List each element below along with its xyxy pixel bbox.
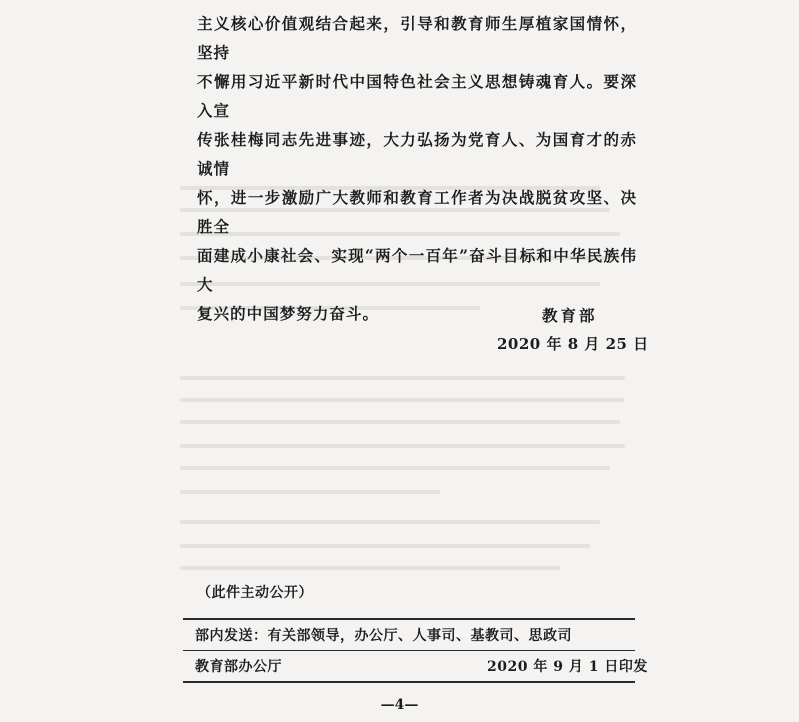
bleed-through-mark — [180, 566, 560, 570]
signing-date: 2020 年 8 月 25 日 — [497, 335, 649, 353]
body-line: 面建成小康社会、实现“两个一百年”奋斗目标和中华民族伟大 — [197, 246, 637, 294]
bleed-through-mark — [180, 398, 625, 402]
public-release-note: （此件主动公开） — [197, 585, 313, 601]
body-paragraph — [197, 9, 637, 328]
signing-organization: 教育部 — [542, 306, 598, 325]
bleed-through-mark — [180, 520, 600, 524]
footer-top-rule — [183, 618, 635, 620]
page-number: —4— — [380, 697, 419, 713]
bleed-through-mark — [180, 376, 625, 380]
body-line: 怀，进一步激励广大教师和教育工作者为决战脱贫攻坚、决胜全 — [197, 188, 637, 236]
footer-middle-rule — [183, 650, 635, 651]
body-line: 复兴的中国梦努力奋斗。 — [197, 304, 380, 323]
distribution-list: 部内发送：有关部领导，办公厅、人事司、基教司、思政司 — [195, 628, 572, 644]
body-line: 传张桂梅同志先进事迹，大力弘扬为党育人、为国育才的赤诚情 — [197, 130, 637, 178]
bleed-through-mark — [180, 420, 620, 424]
bleed-through-mark — [180, 444, 625, 448]
issuing-office: 教育部办公厅 — [195, 659, 282, 675]
print-date: 2020 年 9 月 1 日印发 — [487, 659, 648, 675]
footer-bottom-rule — [183, 681, 635, 683]
body-line: 不懈用习近平新时代中国特色社会主义思想铸魂育人。要深入宣 — [197, 72, 637, 120]
bleed-through-mark — [180, 544, 590, 548]
bleed-through-mark — [180, 466, 610, 470]
body-line: 主义核心价值观结合起来，引导和教育师生厚植家国情怀，坚持 — [197, 14, 637, 62]
bleed-through-mark — [180, 490, 440, 494]
